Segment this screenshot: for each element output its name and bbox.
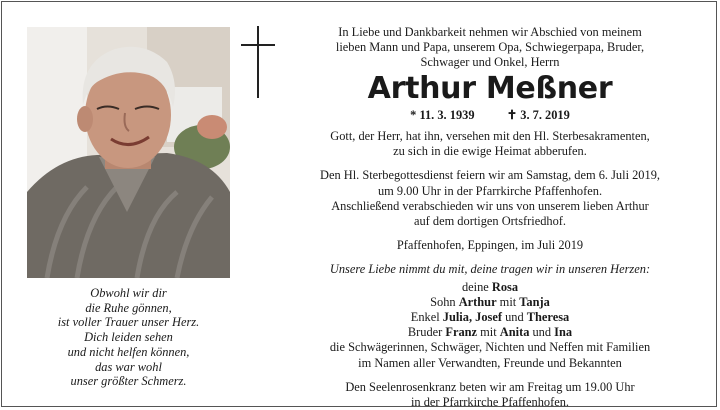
intro-text: In Liebe und Dankbarkeit nehmen wir Abschied von meinem lieben Mann und Papa, unserem Opa, Schwiegerpapa, Bruder, Schwager und Onkel, Herrn <box>335 25 645 70</box>
sacrament-text: Gott, der Herr, hat ihn, versehen mit den Hl. Sterbesakramenten, zu sich in die ewige Heimat abberufen. <box>330 129 650 159</box>
deceased-name: Arthur Meßner <box>367 71 613 107</box>
birth-date: * 11. 3. 1939 <box>410 108 475 123</box>
poem-line: das war wohl <box>95 359 162 374</box>
poem-line: unser größter Schmerz. <box>70 374 187 389</box>
rosary-text: Den Seelenrosenkranz beten wir am Freitag um 19.00 Uhr in der Pfarrkirche Pfaffenhofen. <box>345 379 635 409</box>
cross-icon <box>241 26 275 98</box>
mourner-name: Theresa <box>526 310 570 325</box>
mourner-name: Tanja <box>519 295 550 310</box>
mourner-name: Arthur <box>458 295 497 310</box>
mourner-name: Anita <box>499 325 530 340</box>
mourners-list: deine Rosa Sohn Arthur mit Tanja Enkel Julia, Josef und Theresa Bruder Franz mit Anita und Ina die Schwägerinnen, Schwäger, Nichten und Neffen mit Familien im Namen aller Verwandten, Freunde und Bekannten <box>329 280 651 370</box>
poem-line: ist voller Trauer unser Herz. <box>57 315 200 330</box>
death-date: ✝ 3. 7. 2019 <box>506 108 570 123</box>
place-date: Pfaffenhofen, Eppingen, im Juli 2019 <box>396 237 584 252</box>
service-text: Den Hl. Sterbegottesdienst feiern wir am Samstag, dem 6. Juli 2019, um 9.00 Uhr in der Pfarrkirche Pfaffenhofen. Anschließend verabschieden wir uns von unserem lieben Arthur auf dem dortigen Ortsfriedhof. <box>320 168 660 228</box>
mourner-name: Ina <box>554 325 573 340</box>
poem-line: Dich leiden sehen <box>84 330 173 345</box>
love-line: Unsere Liebe nimmt du mit, deine tragen wir in unseren Herzen: <box>329 261 651 276</box>
poem-line: die Ruhe gönnen, <box>85 300 172 315</box>
memorial-poem <box>27 286 230 389</box>
mourner-name: Rosa <box>491 280 519 295</box>
poem-line: und nicht helfen können, <box>67 344 190 359</box>
portrait-photo <box>27 27 230 278</box>
poem-line: Obwohl wir dir <box>90 286 167 300</box>
life-dates <box>286 107 694 123</box>
mourner-name: Julia, Josef <box>442 310 502 325</box>
notice-text <box>286 25 694 410</box>
mourner-name: Franz <box>445 325 478 340</box>
